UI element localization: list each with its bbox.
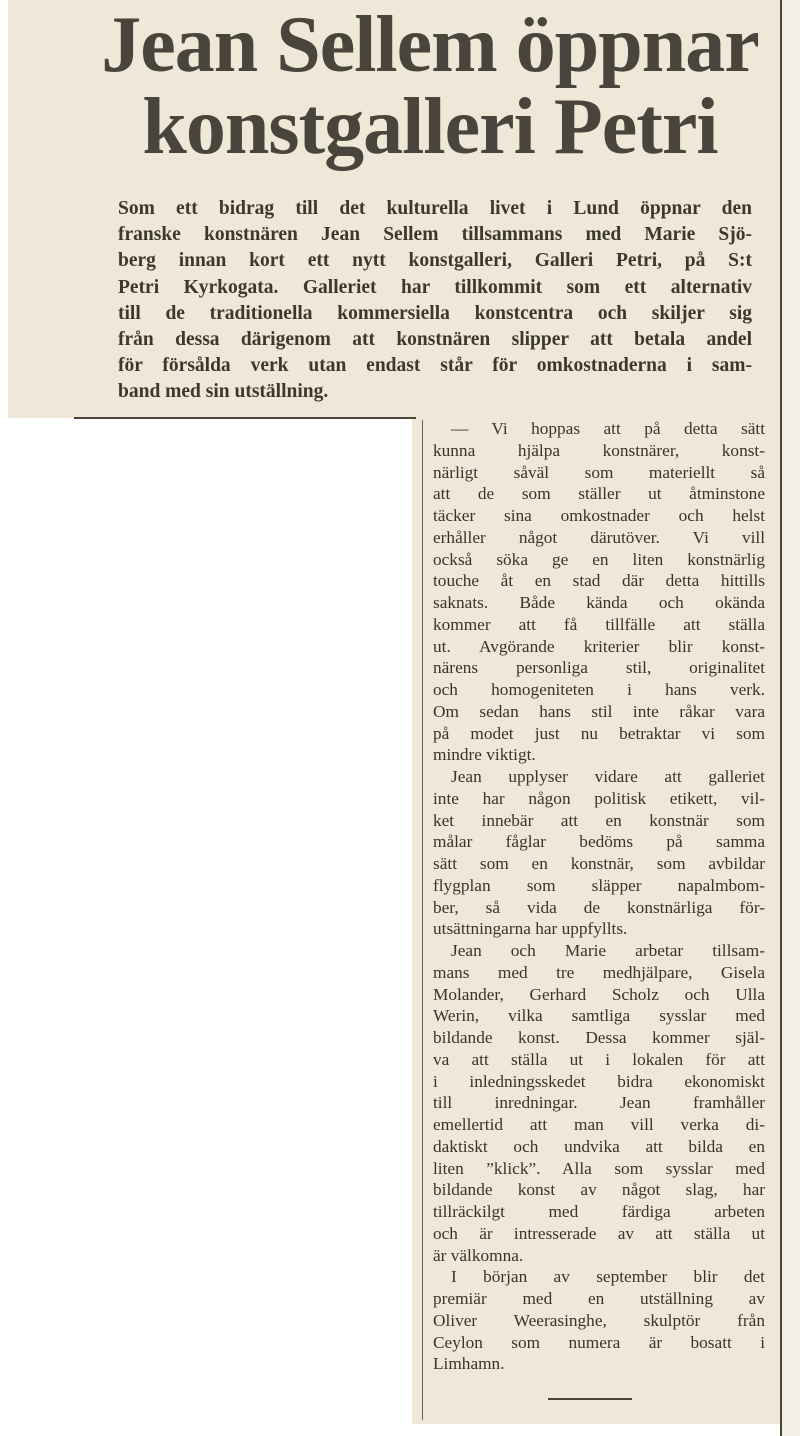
text-line: till de traditionella kommersiella konstcentra och skiljer sig <box>118 302 752 324</box>
text-line: från dessa därigenom att konstnären slipper att betala andel <box>118 329 752 351</box>
lead-divider <box>74 417 416 419</box>
text-line: liten ”klick”. Alla som sysslar med <box>433 1158 765 1178</box>
text-line: ket innebär att en konstnär som <box>433 810 765 830</box>
text-line: för försålda verk utan endast står för omkostnaderna i sam- <box>118 355 752 377</box>
text-line: ut. Avgörande kriterier blir konst- <box>433 636 765 656</box>
body-paragraph <box>433 940 765 1266</box>
text-line: berg innan kort ett nytt konstgalleri, Galleri Petri, på S:t <box>118 250 752 272</box>
text-line: också söka ge en liten konstnärlig <box>433 549 765 569</box>
text-line: mindre viktigt. <box>433 745 536 765</box>
text-line: touche åt en stad där detta hittills <box>433 571 765 591</box>
text-line: närens personliga stil, originalitet <box>433 658 765 678</box>
text-line: Som ett bidrag till det kulturella livet i Lund öppnar den <box>118 198 752 219</box>
column-divider-left <box>422 420 423 1420</box>
text-line: Oliver Weerasinghe, skulptör från <box>433 1310 765 1330</box>
text-line: va att ställa ut i lokalen för att <box>433 1049 765 1069</box>
text-line: I början av september blir det <box>451 1267 765 1287</box>
text-line: mans med tre medhjälpare, Gisela <box>433 962 765 982</box>
text-line: emellertid att man vill verka di- <box>433 1115 765 1134</box>
column-divider-right <box>780 0 782 1436</box>
text-line: band med sin utställning. <box>118 381 329 403</box>
text-line: ber, så vida de konstnärliga för- <box>433 897 765 917</box>
text-line: Petri Kyrkogata. Galleriet har tillkommit som ett alternativ <box>118 276 752 298</box>
text-line: till inredningar. Jean framhåller <box>433 1093 765 1113</box>
adjacent-clipping-edge <box>780 0 800 1436</box>
text-line: att de som ställer ut åtminstone <box>433 484 765 504</box>
text-line: saknats. Både kända och okända <box>433 593 765 612</box>
headline-line: Jean Sellem öppnar <box>101 1 759 89</box>
text-line: Werin, vilka samtliga sysslar med <box>433 1006 765 1026</box>
text-line: sätt som en konstnär, som avbildar <box>433 854 765 873</box>
article-end-rule <box>548 1398 632 1400</box>
text-line: på modet just nu betraktar vi som <box>433 723 765 743</box>
body-paragraph <box>433 766 765 940</box>
text-line: kunna hjälpa konstnärer, konst- <box>433 440 765 460</box>
text-line: i inledningsskedet bidra ekonomiskt <box>433 1071 765 1091</box>
text-line: är välkomna. <box>433 1245 524 1265</box>
text-line: närligt såväl som materiellt så <box>433 462 765 482</box>
text-line: Ceylon som numera är bosatt i <box>433 1332 765 1352</box>
text-line: Molander, Gerhard Scholz och Ulla <box>433 984 765 1004</box>
text-line: flygplan som släpper napalmbom- <box>433 875 765 895</box>
headline-line: konstgalleri Petri <box>142 83 718 171</box>
text-line: Limhamn. <box>433 1354 505 1374</box>
text-line: — Vi hoppas att på detta sätt <box>451 419 765 438</box>
text-line: täcker sina omkostnader och helst <box>433 506 765 525</box>
body-paragraph <box>433 1266 765 1375</box>
text-line: inte har någon politisk etikett, vil- <box>433 788 765 808</box>
text-line: målar fåglar bedöms på samma <box>433 832 765 852</box>
lead-paragraph <box>118 196 752 406</box>
text-line: Om sedan hans stil inte råkar vara <box>433 701 765 721</box>
text-line: franske konstnären Jean Sellem tillsammans med Marie Sjö- <box>118 224 752 246</box>
headline <box>100 1 760 171</box>
text-line: utsättningarna har uppfyllts. <box>433 919 628 939</box>
text-line: premiär med en utställning av <box>433 1289 765 1308</box>
text-line: bildande konst. Dessa kommer själ- <box>433 1028 765 1047</box>
text-line: och homogeniteten i hans verk. <box>433 680 765 699</box>
text-line: bildande konst av något slag, har <box>433 1180 765 1200</box>
text-line: kommer att få tillfälle att ställa <box>433 614 765 634</box>
text-line: Jean och Marie arbetar tillsam- <box>451 941 765 960</box>
text-line: tillräckilgt med färdiga arbeten <box>433 1202 765 1221</box>
text-line: och är intresserade av att ställa ut <box>433 1223 765 1243</box>
article-body-column <box>433 418 765 1375</box>
text-line: daktiskt och undvika att bilda en <box>433 1136 765 1156</box>
body-paragraph <box>433 418 765 766</box>
text-line: Jean upplyser vidare att galleriet <box>451 767 765 786</box>
text-line: erhåller något därutöver. Vi vill <box>433 527 765 547</box>
